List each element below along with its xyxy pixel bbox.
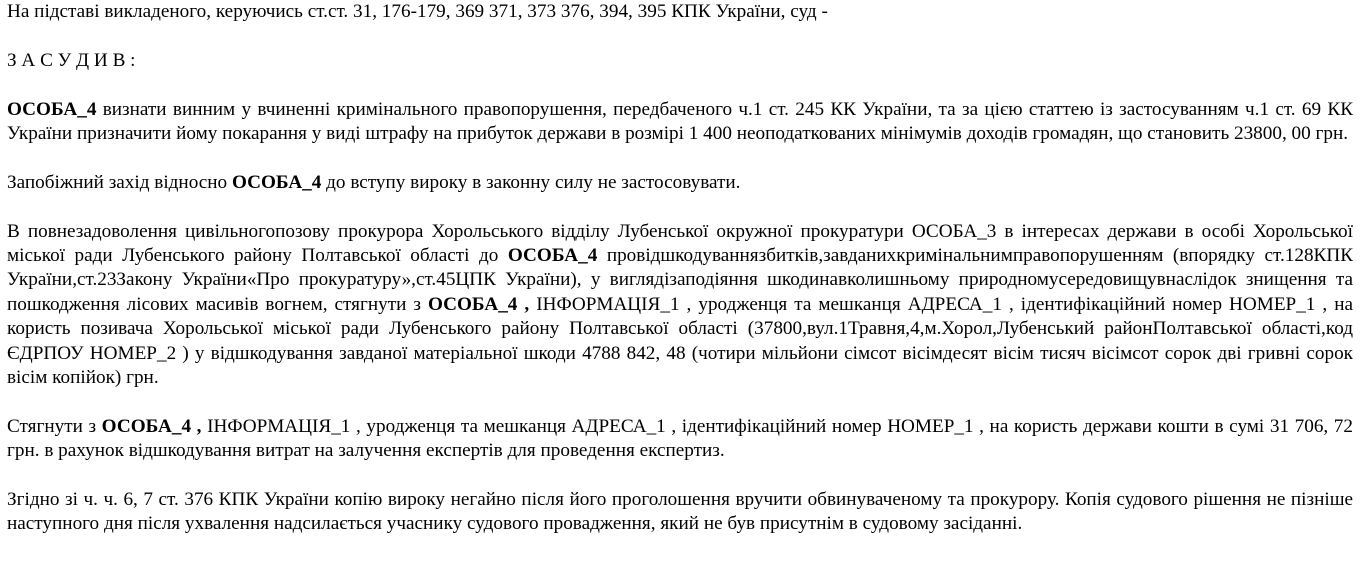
preventive-measure-pre: Запобіжний захід відносно xyxy=(7,171,232,193)
civil-claim-paragraph xyxy=(7,220,1353,391)
civil-claim-part2: провідшкодуваннязбитків,завданихкримінальнимправопорушенням (впорядку ст.128КПК України,ст.23Закону України«Про прокуратуру»,ст.45ЦПК України), у виглядізаподіяння шкодинавколишньому природномусередовищувнаслідок знищення та пошкодження лісових масивів вогнем, стягнути з xyxy=(7,245,1353,315)
defendant-name: ОСОБА_4 xyxy=(507,245,598,266)
defendant-name: ОСОБА_4 xyxy=(7,98,97,120)
civil-claim-part1: В повнезадоволення цивільногопозову прокурора Хорольського відділу Лубенської окружної прокуратури ОСОБА_3 в інтересах держави в особі Хорольської міської ради Лубенського району Полтавської області до xyxy=(7,220,1353,266)
copy-delivery-paragraph: Згідно зі ч. ч. 6, 7 ст. 376 КПК України копію вироку негайно після його проголошення вручити обвинуваченому та прокурору. Копія судового рішення не пізніше наступного дня після ухвалення надсилається учаснику судового провадження, який не був присутнім в судовому засіданні. xyxy=(7,489,1353,535)
defendant-name: ОСОБА_4 xyxy=(231,171,322,193)
preventive-measure-paragraph xyxy=(7,171,1353,195)
preventive-measure-post: до вступу вироку в законну силу не застосовувати. xyxy=(321,171,741,193)
spacer xyxy=(7,195,1353,219)
spacer xyxy=(7,390,1353,414)
expert-costs-pre: Стягнути з xyxy=(7,415,102,437)
sentence-paragraph xyxy=(7,98,1353,147)
civil-claim-part3: ІНФОРМАЦІЯ_1 , уродженця та мешканця АДРЕСА_1 , ідентифікаційний номер НОМЕР_1 , на користь позивача Хорольської міської ради Лубенського району Полтавської області (37800,вул.1Травня,4,м.Хорол,Лубенський районПолтавської області,код ЄДРПОУ НОМЕР_2 ) у відшкодування завданої матеріальної шкоди 4788 842, 48 (чотири мільйони сімсот вісімдесят вісім тисяч вісімсот сорок дві гривні сорок вісім копійок) грн. xyxy=(7,293,1353,389)
expert-costs-paragraph xyxy=(7,415,1353,464)
spacer xyxy=(7,146,1353,170)
legal-basis-paragraph: На підставі викладеного, керуючись ст.ст. 31, 176-179, 369 371, 373 376, 394, 395 КПК України, суд - xyxy=(7,1,828,22)
defendant-name: ОСОБА_4 , xyxy=(101,415,202,437)
verdict-heading: З А С У Д И В : xyxy=(7,49,136,71)
defendant-name: ОСОБА_4 , xyxy=(427,293,530,315)
spacer xyxy=(7,24,1353,48)
sentence-text: визнати винним у вчиненні кримінального правопорушення, передбаченого ч.1 ст. 245 КК України, та за цією статтею із застосуванням ч.1 ст. 69 КК України призначити йому покарання у виді штрафу на прибуток держави в розмірі 1 400 неоподаткованих мінімумів доходів громадян, що становить 23800, 00 грн. xyxy=(7,98,1353,144)
spacer xyxy=(7,464,1353,488)
spacer xyxy=(7,73,1353,97)
expert-costs-post: ІНФОРМАЦІЯ_1 , уродженця та мешканця АДРЕСА_1 , ідентифікаційний номер НОМЕР_1 , на користь держави кошти в сумі 31 706, 72 грн. в рахунок відшкодування витрат на залучення експертів для проведення експертиз. xyxy=(7,415,1353,462)
